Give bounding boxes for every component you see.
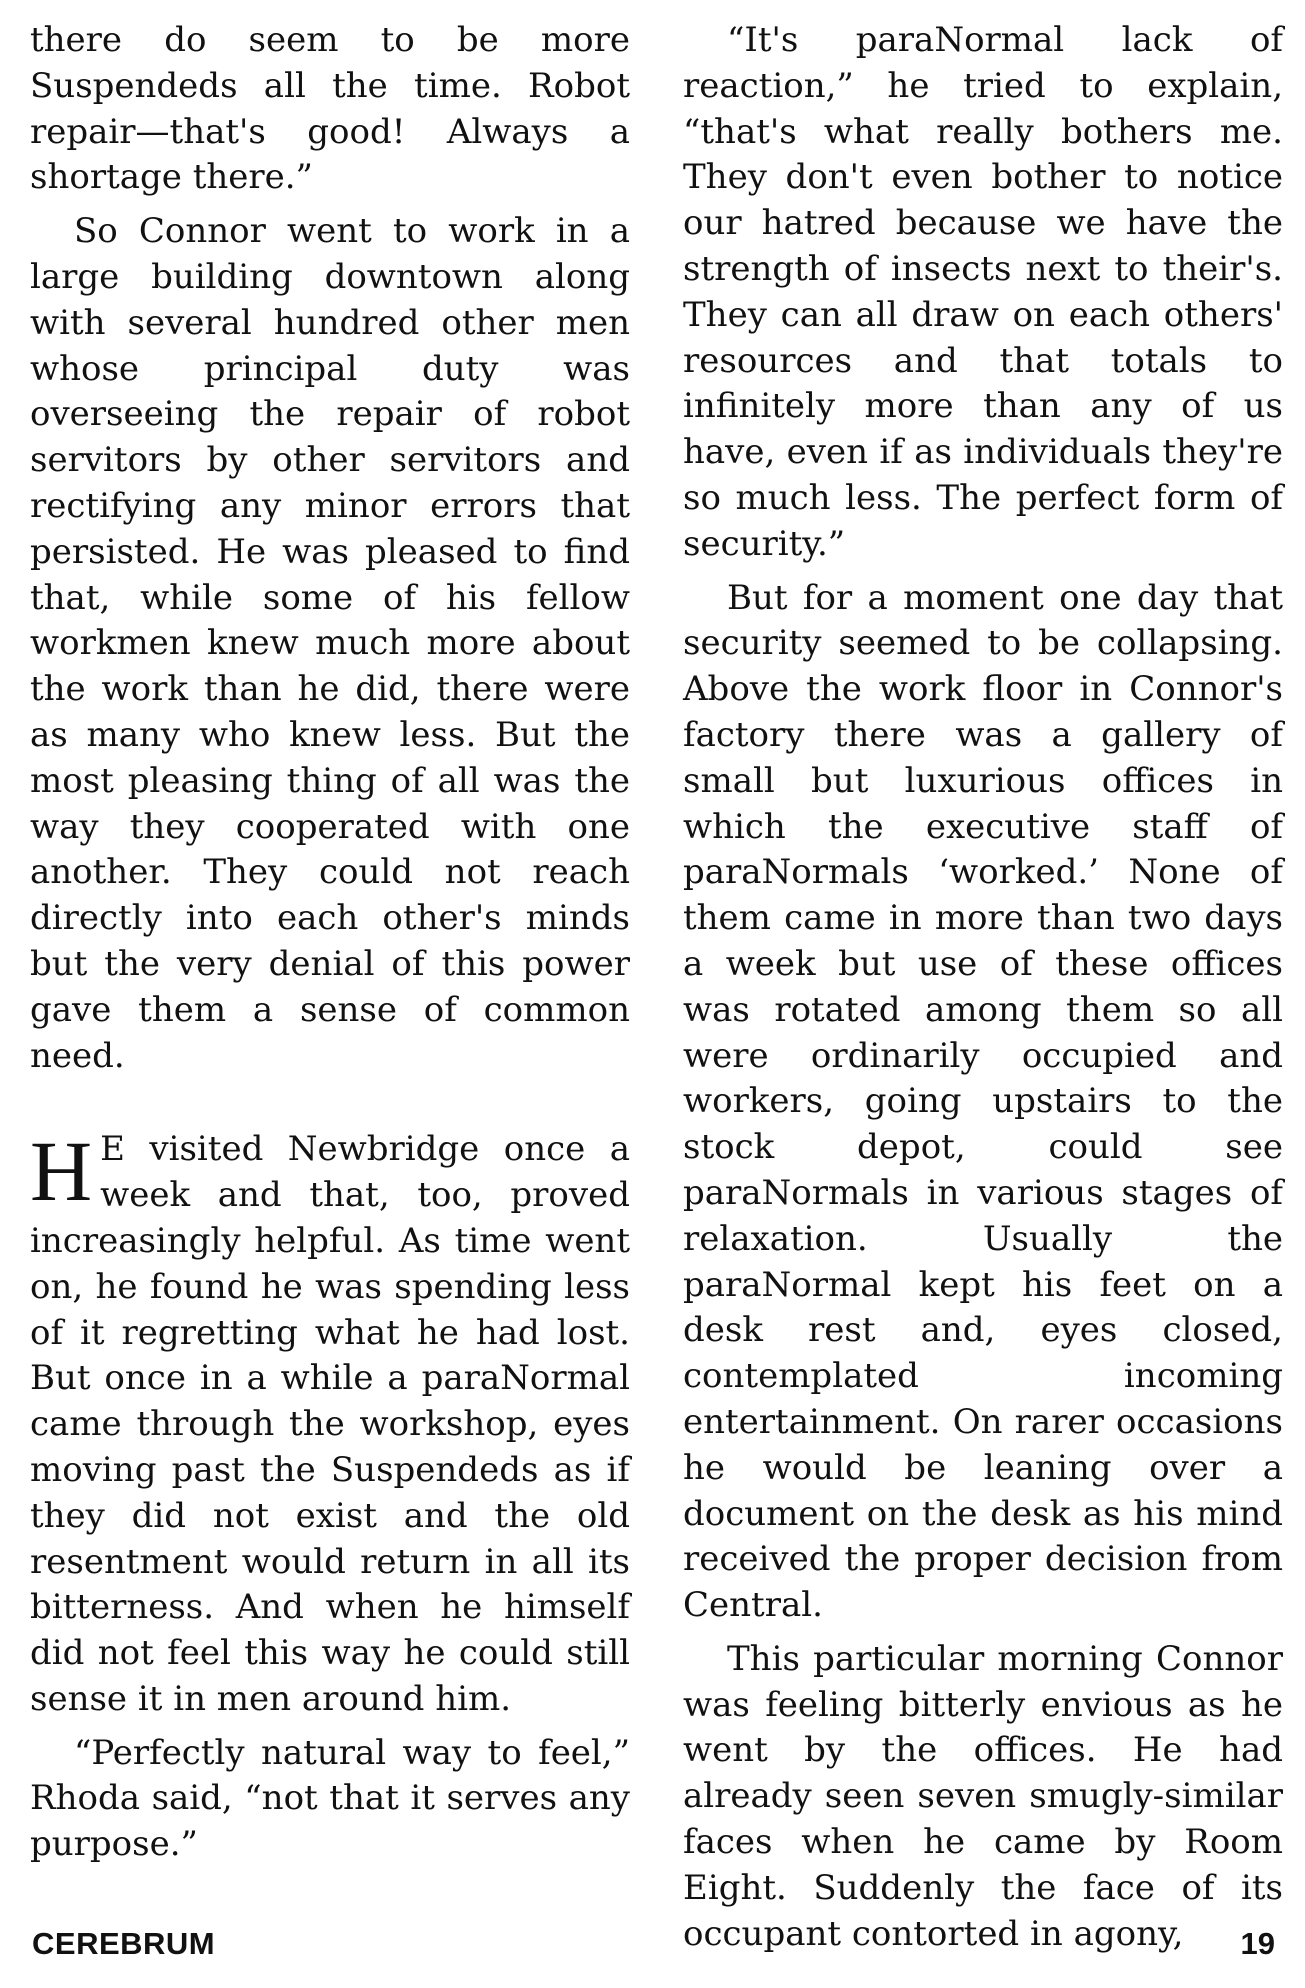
paragraph: So Connor went to work in a large building downtown along with several hundred other men whose principal duty was overseeing the repair of robot servitors by other servitors and rectifying any minor errors that persisted. He was pleased to find that, while some of his fellow workmen knew much more about the work than he did, there were as many who knew less. But the most pleasing thing of all was the way they cooperated with one another. They could not reach directly into each other's minds but the very denial of this power gave them a sense of common need.	[30, 211, 630, 1076]
right-column	[683, 18, 1283, 1957]
page-number: 19	[1240, 1926, 1275, 1961]
paragraph: “It's paraNormal lack of reaction,” he tried to explain, “that's what really bothers me. They don't even bother to notice our hatred because we have the strength of insects next to their's. They can all draw on each others' resources and that totals to infinitely more than any of us have, even if as individuals they're so much less. The perfect form of security.”	[683, 20, 1283, 564]
left-column	[30, 18, 630, 1868]
magazine-title: CEREBRUM	[32, 1926, 216, 1961]
paragraph: “Perfectly natural way to feel,” Rhoda said, “not that it serves any purpose.”	[30, 1732, 630, 1865]
paragraph: there do seem to be more Suspendeds all the time. Robot repair—that's good! Always a shortage there.”	[30, 20, 630, 198]
paragraph: But for a moment one day that security seemed to be collapsing. Above the work floor in Connor's factory there was a gallery of small but luxurious offices in which the executive staff of paraNormals ‘worked.’ None of them came in more than two days a week but use of these offices was rotated among them so all were ordinarily occupied and workers, going upstairs to the stock depot, could see paraNormals in various stages of relaxation. Usually the paraNormal kept his feet on a desk rest and, eyes closed, contemplated incoming entertainment. On rarer occasions he would be leaning over a document on the desk as his mind received the proper decision from Central.	[683, 577, 1283, 1626]
paragraph-text: E visited Newbridge once a week and that, too, proved increasingly helpful. As time went on, he found he was spending less of it regretting what he had lost. But once in a while a paraNormal came through the workshop, eyes moving past the Suspendeds as if they did not exist and the old resentment would return in all its bitterness. And when he himself did not feel this way he could still sense it in men around him.	[30, 1129, 630, 1719]
drop-cap: H	[30, 1123, 93, 1220]
paragraph: This particular morning Connor was feeling bitterly envious as he went by the offices. He had already seen seven smugly-similar faces when he came by Room Eight. Suddenly the face of its occupant contorted in agony,	[683, 1638, 1283, 1954]
section-paragraph	[30, 1123, 630, 1722]
